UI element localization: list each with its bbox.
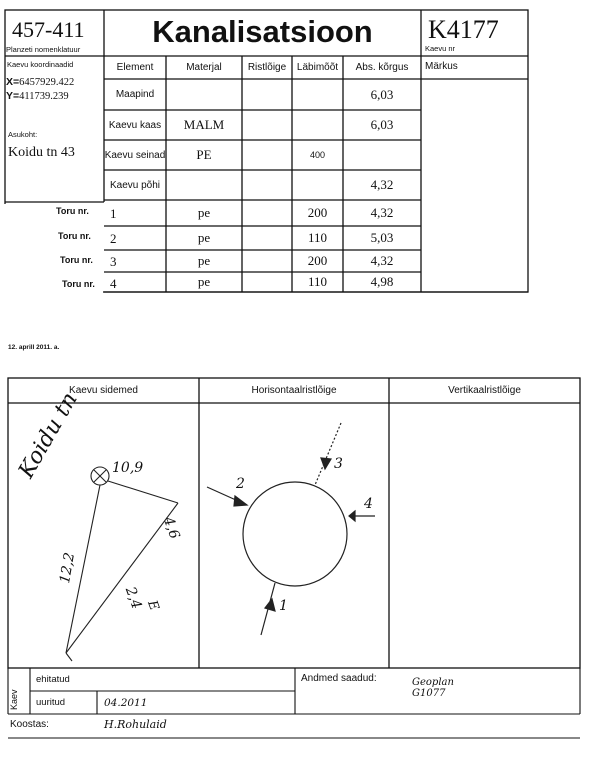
- row-pohi-korgus: 4,32: [370, 177, 394, 192]
- row-maapind-element: Maapind: [115, 89, 155, 100]
- pipe-2-korgus: 5,03: [370, 230, 394, 245]
- distance-10-9: 10,9: [112, 460, 144, 476]
- well-number-value: K4177: [428, 15, 499, 44]
- row-seinad-materjal: PE: [196, 147, 212, 162]
- nomenclature-value: 457-411: [12, 17, 85, 42]
- y-coordinate: [6, 90, 69, 102]
- pipe-mark-3: 3: [334, 456, 343, 472]
- pipe-mark-2: 2: [236, 476, 245, 492]
- pipe-4-nr: 4: [110, 276, 117, 291]
- col-header-ristloige: Ristlõige: [247, 62, 287, 73]
- compiled-value: H.Rohulaid: [104, 718, 167, 731]
- pipe-4-labimoot: 110: [307, 274, 328, 289]
- distance-2-4-suffix: E: [144, 598, 162, 613]
- pipe-3-korgus: 4,32: [370, 253, 394, 268]
- data-from-line1: Geoplan: [412, 677, 454, 688]
- pipe-2-materjal: pe: [197, 230, 211, 245]
- pipe-label-2: Toru nr.: [58, 231, 91, 241]
- pipe-label-1: Toru nr.: [56, 206, 89, 216]
- distance-2-4: 2,4: [121, 584, 145, 612]
- col3-title: Vertikaalristlõige: [448, 385, 521, 396]
- col-header-materjal: Materjal: [186, 62, 222, 73]
- col2-title: Horisontaalristlõige: [251, 385, 337, 396]
- data-from-label: Andmed saadud:: [301, 673, 377, 684]
- row-kaas-element: Kaevu kaas: [108, 119, 162, 131]
- col-header-markus: Märkus: [425, 61, 458, 72]
- well-number-label: Kaevu nr: [425, 44, 456, 53]
- coordinates-label: Kaevu koordinaadid: [7, 60, 74, 69]
- well-circle: [243, 482, 347, 586]
- col1-title: Kaevu sidemed: [69, 385, 138, 396]
- pipe-3-labimoot: 200: [307, 253, 328, 268]
- x-label: X=: [6, 76, 20, 88]
- pipe-mark-1: 1: [279, 598, 288, 614]
- compiled-label: Koostas:: [10, 719, 49, 730]
- pipe-1-materjal: pe: [197, 205, 211, 220]
- x-coordinate: [6, 76, 74, 88]
- data-from-line2: G1077: [412, 688, 446, 699]
- row-kaas-materjal: MALM: [183, 117, 225, 132]
- pipe-mark-4: 4: [364, 496, 373, 512]
- surveyed-label: uuritud: [36, 697, 66, 708]
- col-header-element: Element: [116, 62, 154, 73]
- pipe-label-4: Toru nr.: [62, 279, 95, 289]
- pipe-2-nr: 2: [110, 231, 117, 246]
- distance-12-2: 12,2: [57, 551, 79, 585]
- surveyed-value: 04.2011: [104, 697, 148, 709]
- pipe-4-korgus: 4,98: [370, 274, 394, 289]
- page-title: Kanalisatsioon: [152, 14, 373, 49]
- nomenclature-label: Planzeti nomenklatuur: [6, 45, 81, 54]
- street-name-handwritten: Koidu tn: [14, 388, 83, 483]
- col-header-labimoot: Läbimõõt: [296, 62, 339, 73]
- row-pohi-element: Kaevu põhi: [109, 179, 161, 191]
- y-label: Y=: [6, 90, 20, 102]
- row-maapind-korgus: 6,03: [370, 86, 394, 102]
- distance-4-6: 4,6: [159, 514, 183, 542]
- tie-line-10-9: [108, 481, 178, 503]
- col-header-korgus: Abs. kõrgus: [355, 62, 409, 73]
- row-seinad-element: Kaevu seinad: [104, 149, 166, 161]
- x-value: 6457929.422: [19, 77, 75, 88]
- date-note: 12. aprill 2011. a.: [8, 344, 60, 351]
- row-seinad-labimoot: 400: [309, 150, 326, 160]
- location-value: Koidu tn 43: [8, 145, 75, 160]
- pipe-3-nr: 3: [110, 254, 117, 269]
- footer-side-label: Kaev: [9, 689, 19, 710]
- pipe-1-korgus: 4,32: [370, 205, 394, 220]
- y-value: 411739.239: [19, 91, 69, 102]
- pipe-label-3: Toru nr.: [60, 255, 93, 265]
- pipe-4-materjal: pe: [197, 274, 211, 289]
- pipe-1-labimoot: 200: [307, 205, 328, 220]
- row-kaas-korgus: 6,03: [370, 117, 394, 132]
- pipe-3-materjal: pe: [197, 253, 211, 268]
- pipe-1-nr: 1: [110, 206, 117, 221]
- horizontal-section-sketch: [199, 403, 389, 668]
- location-label: Asukoht:: [8, 130, 38, 139]
- pipe-2-labimoot: 110: [307, 230, 328, 245]
- built-label: ehitatud: [36, 674, 70, 685]
